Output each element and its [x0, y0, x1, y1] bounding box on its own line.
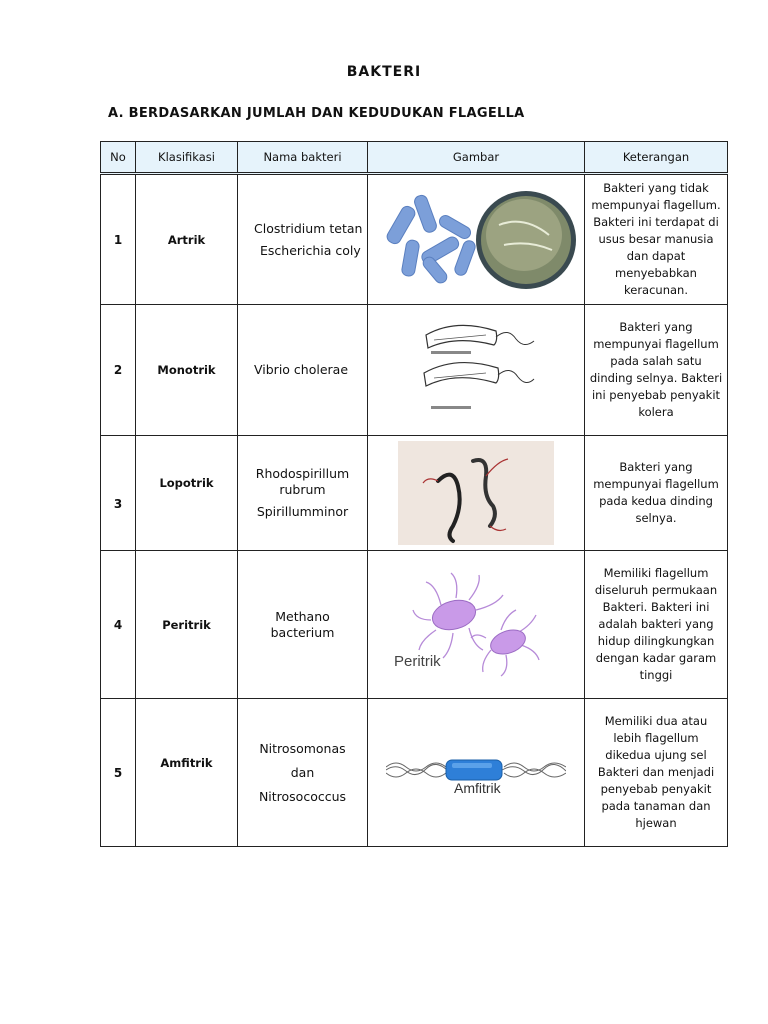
image-caption: Amfitrik: [454, 780, 501, 796]
bacteria-name: [238, 174, 368, 305]
table-row: [101, 699, 728, 847]
table-row: [101, 551, 728, 699]
description: Memiliki flagellum diseluruh permukaan Bakteri. Bakteri ini adalah bakteri yang hidup dilingkungkan dengan kadar garam tinggi: [585, 551, 728, 699]
bacteria-name: [238, 305, 368, 436]
bacteria-name-line: Methano bacterium: [270, 608, 335, 640]
classification: Peritrik: [136, 551, 238, 699]
header-klasifikasi: Klasifikasi: [136, 142, 238, 174]
vibrio-image: [416, 313, 536, 428]
classification: Lopotrik: [136, 436, 238, 551]
bacteria-name-line: Spirillumminor: [256, 504, 349, 519]
bacteria-name-line: Nitrosococcus: [258, 788, 347, 804]
section-subtitle: A. BERDASARKAN JUMLAH DAN KEDUDUKAN FLAGELLA: [108, 106, 525, 121]
image-caption: Peritrik: [394, 653, 441, 670]
bacteria-image-cell: [368, 551, 585, 699]
row-number: 5: [101, 699, 136, 847]
bacteria-name-line: Nitrosomonas: [259, 740, 346, 756]
classification: Monotrik: [136, 305, 238, 436]
bacteria-image-cell: [368, 699, 585, 847]
rod-bacteria-image: [374, 185, 579, 295]
bacteria-name-line: dan: [290, 764, 315, 780]
table-row: [101, 305, 728, 436]
table-row: [101, 174, 728, 305]
header-no: No: [101, 142, 136, 174]
classification: Amfitrik: [136, 699, 238, 847]
bacteria-name-line: Vibrio cholerae: [254, 362, 349, 377]
bacteria-image-cell: [368, 174, 585, 305]
bacteria-image-cell: [368, 436, 585, 551]
description: Bakteri yang mempunyai flagellum pada kedua dinding selnya.: [585, 436, 728, 551]
row-number: 2: [101, 305, 136, 436]
description: Bakteri yang mempunyai flagellum pada salah satu dinding selnya. Bakteri ini penyebab penyakit kolera: [585, 305, 728, 436]
bacteria-name-line: Escherichia coly: [260, 242, 361, 258]
row-number: 4: [101, 551, 136, 699]
row-number: 3: [101, 436, 136, 551]
header-nama: Nama bakteri: [238, 142, 368, 174]
bacteria-name: [238, 699, 368, 847]
bacteria-table: [100, 141, 728, 847]
bacteria-name: [238, 551, 368, 699]
bacteria-name-line: Rhodospirillum rubrum: [255, 466, 350, 497]
description: Memiliki dua atau lebih flagellum dikedua ujung sel Bakteri dan menjadi penyebab penyakit pada tanaman dan hjewan: [585, 699, 728, 847]
bacteria-name-line: Clostridium tetan: [254, 220, 363, 236]
header-gambar: Gambar: [368, 142, 585, 174]
bacteria-name: [238, 436, 368, 551]
table-header-row: [101, 142, 728, 174]
classification: Artrik: [136, 174, 238, 305]
table-row: [101, 436, 728, 551]
header-keterangan: Keterangan: [585, 142, 728, 174]
bacteria-image-cell: [368, 305, 585, 436]
description: Bakteri yang tidak mempunyai flagellum. Bakteri ini terdapat di usus besar manusia dan dapat menyebabkan keracunan.: [585, 174, 728, 305]
spirillum-image: [398, 441, 554, 545]
row-number: 1: [101, 174, 136, 305]
page-title: BAKTERI: [346, 64, 422, 80]
